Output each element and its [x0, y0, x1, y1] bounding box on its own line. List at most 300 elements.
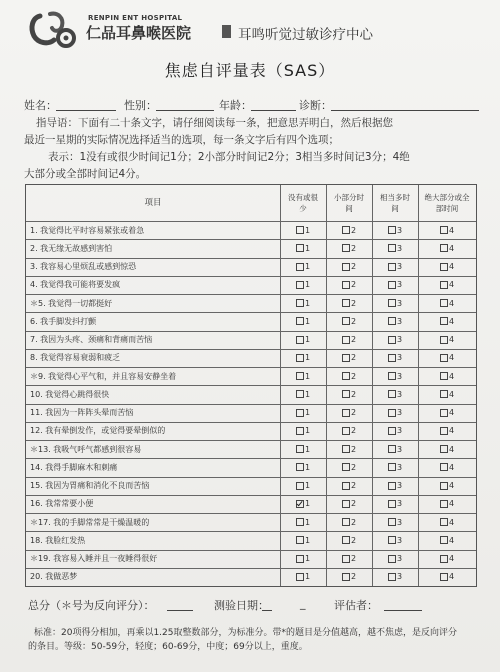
option-1-checkbox[interactable]: [280, 331, 326, 349]
option-number: 4: [448, 535, 455, 545]
checkbox-square-icon: [440, 445, 448, 453]
option-2-checkbox[interactable]: [326, 367, 372, 385]
option-number: 4: [448, 280, 455, 290]
header-option-4: 绝大部分或全部时间: [424, 193, 470, 213]
item-text: 14. 我得手脚麻木和刺痛: [30, 462, 118, 472]
option-number: 4: [448, 499, 455, 509]
option-2-checkbox[interactable]: [326, 513, 372, 531]
option-2-checkbox[interactable]: [326, 404, 372, 422]
option-number: 4: [448, 371, 455, 381]
option-number: 4: [448, 389, 455, 399]
option-4-checkbox[interactable]: [418, 276, 476, 294]
option-1-checkbox[interactable]: [280, 531, 326, 549]
option-number: 1: [304, 462, 311, 472]
item-text: 8. 我觉得容易衰弱和疲乏: [30, 353, 121, 363]
option-number: 1: [304, 499, 311, 509]
option-1-checkbox[interactable]: [280, 312, 326, 330]
option-number: 1: [304, 481, 311, 491]
option-number: 1: [304, 243, 311, 253]
option-number: 4: [448, 316, 455, 326]
table-row: [26, 568, 476, 586]
option-4-checkbox[interactable]: [418, 221, 476, 239]
option-number: 3: [396, 316, 403, 326]
checkbox-square-icon: [388, 263, 396, 271]
table-row: [26, 385, 476, 404]
instruction-line-4: 大部分或全部时间记4分。: [24, 168, 147, 180]
option-number: 4: [448, 426, 455, 436]
header-option-2: 小部分时间: [334, 193, 364, 213]
item-text: ＊19. 我容易入睡并且一夜睡得很好: [30, 554, 158, 564]
checkbox-square-icon: [342, 263, 350, 271]
option-3-checkbox[interactable]: [372, 294, 418, 312]
instruction-line-2: 最近一星期的实际情况选择适当的选项，每一条文字后有四个选项；: [24, 134, 339, 146]
item-text: 20. 我做恶梦: [30, 572, 78, 582]
option-number: 2: [350, 316, 357, 326]
option-4-checkbox[interactable]: [418, 550, 476, 568]
option-2-checkbox[interactable]: [326, 495, 372, 513]
test-date-separator: _: [300, 597, 306, 610]
option-number: 3: [396, 535, 403, 545]
checkbox-square-icon: [440, 263, 448, 271]
checkbox-square-icon: [296, 518, 304, 526]
item-text: 11. 我因为一阵阵头晕而苦恼: [30, 408, 134, 418]
department-name: 耳鸣听觉过敏诊疗中心: [238, 27, 373, 43]
option-4-checkbox[interactable]: [418, 385, 476, 403]
item-text: 1. 我觉得比平时容易紧张或着急: [30, 225, 145, 235]
option-1-checkbox[interactable]: [280, 495, 326, 513]
checkbox-square-icon: [388, 500, 396, 508]
option-number: 3: [396, 262, 403, 272]
checkbox-square-icon: [440, 372, 448, 380]
option-number: 1: [304, 316, 311, 326]
checkbox-square-icon: [388, 463, 396, 471]
item-text: ＊5. 我觉得一切都挺好: [30, 298, 113, 308]
test-date-label: 测验日期：: [214, 599, 269, 612]
total-score-label: 总分（＊号为反向评分）：: [28, 599, 155, 612]
checkbox-square-icon: [388, 244, 396, 252]
checkbox-square-icon: [296, 463, 304, 471]
option-4-checkbox[interactable]: [418, 477, 476, 495]
item-text: ＊17. 我的手脚常常是干燥温暖的: [30, 517, 150, 527]
option-2-checkbox[interactable]: [326, 550, 372, 568]
option-number: 2: [350, 554, 357, 564]
table-row: [26, 239, 476, 258]
checkbox-square-icon: [342, 409, 350, 417]
option-3-checkbox[interactable]: [372, 367, 418, 385]
option-4-checkbox[interactable]: [418, 495, 476, 513]
checkbox-square-icon: [342, 317, 350, 325]
option-3-checkbox[interactable]: [372, 221, 418, 239]
option-number: 2: [350, 298, 357, 308]
option-1-checkbox[interactable]: [280, 239, 326, 257]
option-number: 2: [350, 353, 357, 363]
option-3-checkbox[interactable]: [372, 531, 418, 549]
option-number: 3: [396, 389, 403, 399]
checkbox-square-icon: [342, 463, 350, 471]
table-row: [26, 258, 476, 277]
option-number: 4: [448, 225, 455, 235]
total-score-field[interactable]: [167, 610, 193, 611]
option-number: 1: [304, 298, 311, 308]
option-number: 3: [396, 517, 403, 527]
checkbox-square-icon: [440, 336, 448, 344]
option-2-checkbox[interactable]: [326, 440, 372, 458]
option-number: 2: [350, 444, 357, 454]
hospital-logo-icon: [28, 10, 78, 50]
option-number: 4: [448, 243, 455, 253]
option-number: 1: [304, 225, 311, 235]
column-divider: [372, 185, 373, 586]
checkbox-square-icon: [388, 427, 396, 435]
option-number: 2: [350, 225, 357, 235]
table-row: [26, 531, 476, 550]
checkbox-square-icon: [296, 336, 304, 344]
table-row: [26, 221, 476, 240]
option-number: 4: [448, 517, 455, 527]
checkbox-square-icon: [296, 445, 304, 453]
option-1-checkbox[interactable]: [280, 568, 326, 586]
checkbox-square-icon: [296, 390, 304, 398]
option-4-checkbox[interactable]: [418, 440, 476, 458]
option-4-checkbox[interactable]: [418, 312, 476, 330]
checkbox-square-icon: [388, 354, 396, 362]
checkbox-square-icon: [342, 555, 350, 563]
checkbox-square-icon: [296, 427, 304, 435]
checkbox-square-icon: [388, 390, 396, 398]
option-3-checkbox[interactable]: [372, 458, 418, 476]
option-number: 2: [350, 572, 357, 582]
hospital-tag-badge: [222, 25, 231, 38]
option-3-checkbox[interactable]: [372, 440, 418, 458]
option-3-checkbox[interactable]: [372, 477, 418, 495]
option-3-checkbox[interactable]: [372, 422, 418, 440]
header-item: 项目: [144, 197, 162, 208]
option-number: 2: [350, 481, 357, 491]
hospital-name-en: RENPIN ENT HOSPITAL: [88, 14, 183, 22]
table-row: [26, 440, 476, 459]
option-number: 3: [396, 499, 403, 509]
option-number: 4: [448, 298, 455, 308]
item-text: 10. 我觉得心跳得很快: [30, 389, 110, 399]
option-number: 3: [396, 335, 403, 345]
option-number: 1: [304, 262, 311, 272]
checkbox-square-icon: [296, 354, 304, 362]
option-number: 2: [350, 462, 357, 472]
checkbox-square-icon: [440, 463, 448, 471]
option-number: 2: [350, 535, 357, 545]
option-number: 3: [396, 243, 403, 253]
name-label: 姓名：: [24, 99, 57, 112]
option-3-checkbox[interactable]: [372, 349, 418, 367]
checkbox-square-icon: [440, 536, 448, 544]
checkbox-square-icon: [440, 555, 448, 563]
item-text: 2. 我无缘无故感到害怕: [30, 243, 113, 253]
checkbox-square-icon: [440, 317, 448, 325]
option-1-checkbox[interactable]: [280, 385, 326, 403]
option-number: 3: [396, 353, 403, 363]
option-1-checkbox[interactable]: [280, 258, 326, 276]
option-4-checkbox[interactable]: [418, 531, 476, 549]
option-4-checkbox[interactable]: [418, 513, 476, 531]
option-number: 3: [396, 481, 403, 491]
item-text: 6. 我手脚发抖打颤: [30, 316, 97, 326]
option-number: 3: [396, 408, 403, 418]
column-divider: [326, 185, 327, 586]
checkbox-square-icon: [440, 390, 448, 398]
checkbox-square-icon: [342, 536, 350, 544]
option-number: 1: [304, 426, 311, 436]
option-4-checkbox[interactable]: [418, 258, 476, 276]
option-2-checkbox[interactable]: [326, 221, 372, 239]
checkbox-square-icon: [296, 263, 304, 271]
option-1-checkbox[interactable]: [280, 276, 326, 294]
option-number: 2: [350, 262, 357, 272]
checkbox-square-icon: [388, 226, 396, 234]
option-3-checkbox[interactable]: [372, 331, 418, 349]
diagnosis-label: 诊断：: [299, 99, 332, 112]
hospital-name-cn: 仁品耳鼻喉医院: [86, 24, 192, 42]
option-4-checkbox[interactable]: [418, 239, 476, 257]
option-number: 3: [396, 280, 403, 290]
table-row: [26, 276, 476, 295]
option-number: 1: [304, 408, 311, 418]
option-3-checkbox[interactable]: [372, 385, 418, 403]
age-field[interactable]: [251, 110, 296, 111]
checkbox-square-icon: [342, 354, 350, 362]
checkbox-square-icon: [388, 573, 396, 581]
option-1-checkbox[interactable]: [280, 513, 326, 531]
item-text: 7. 我因为头疼、颈痛和背痛而苦恼: [30, 335, 153, 345]
option-number: 1: [304, 572, 311, 582]
option-4-checkbox[interactable]: [418, 422, 476, 440]
option-3-checkbox[interactable]: [372, 550, 418, 568]
option-3-checkbox[interactable]: [372, 404, 418, 422]
checkbox-square-icon: [342, 244, 350, 252]
header-option-3: 相当多时间: [380, 193, 410, 213]
checkbox-square-icon: [440, 244, 448, 252]
option-1-checkbox[interactable]: [280, 550, 326, 568]
option-2-checkbox[interactable]: [326, 312, 372, 330]
checkbox-square-icon: [342, 390, 350, 398]
option-4-checkbox[interactable]: [418, 294, 476, 312]
option-2-checkbox[interactable]: [326, 349, 372, 367]
checkbox-square-icon: [342, 372, 350, 380]
option-2-checkbox[interactable]: [326, 294, 372, 312]
option-1-checkbox[interactable]: [280, 440, 326, 458]
checkbox-square-icon: [440, 281, 448, 289]
option-3-checkbox[interactable]: [372, 276, 418, 294]
option-number: 1: [304, 444, 311, 454]
option-2-checkbox[interactable]: [326, 258, 372, 276]
table-row: [26, 422, 476, 441]
option-number: 3: [396, 298, 403, 308]
column-divider: [418, 185, 419, 586]
option-2-checkbox[interactable]: [326, 531, 372, 549]
checkbox-square-icon: [388, 518, 396, 526]
option-4-checkbox[interactable]: [418, 331, 476, 349]
option-1-checkbox[interactable]: [280, 367, 326, 385]
checkbox-square-icon: [342, 482, 350, 490]
checkbox-square-icon: [342, 299, 350, 307]
checkbox-square-icon: [440, 299, 448, 307]
checkbox-square-icon: [388, 555, 396, 563]
option-2-checkbox[interactable]: [326, 568, 372, 586]
diagnosis-field[interactable]: [331, 110, 479, 111]
option-4-checkbox[interactable]: [418, 367, 476, 385]
option-2-checkbox[interactable]: [326, 385, 372, 403]
item-text: ＊9. 我觉得心平气和，并且容易安静坐着: [30, 371, 177, 381]
checkbox-square-icon: [342, 500, 350, 508]
table-row: [26, 367, 476, 386]
checkbox-square-icon: [440, 427, 448, 435]
option-number: 3: [396, 554, 403, 564]
item-text: 18. 我脸红发热: [30, 535, 86, 545]
option-3-checkbox[interactable]: [372, 312, 418, 330]
checkbox-square-icon: [440, 500, 448, 508]
option-number: 4: [448, 462, 455, 472]
checkbox-square-icon: [342, 518, 350, 526]
checkbox-square-icon: [440, 354, 448, 362]
option-number: 4: [448, 554, 455, 564]
option-3-checkbox[interactable]: [372, 513, 418, 531]
item-text: 15. 我因为胃痛和消化不良而苦恼: [30, 481, 150, 491]
option-number: 3: [396, 444, 403, 454]
column-divider: [280, 185, 281, 586]
option-number: 4: [448, 572, 455, 582]
table-row: [26, 349, 476, 368]
option-1-checkbox[interactable]: [280, 404, 326, 422]
header-option-1: 没有或很少: [288, 193, 318, 213]
table-row: [26, 312, 476, 331]
checkbox-square-icon: [342, 427, 350, 435]
option-number: 3: [396, 225, 403, 235]
checkbox-square-icon: [388, 281, 396, 289]
instruction-line-1: 指导语：下面有二十条文字，请仔细阅读每一条，把意思弄明白，然后根据您: [36, 117, 393, 129]
option-3-checkbox[interactable]: [372, 495, 418, 513]
checkbox-square-icon: [342, 336, 350, 344]
option-1-checkbox[interactable]: [280, 349, 326, 367]
option-number: 1: [304, 371, 311, 381]
option-number: 2: [350, 371, 357, 381]
name-field[interactable]: [56, 110, 116, 111]
option-number: 1: [304, 554, 311, 564]
age-label: 年龄：: [219, 99, 252, 112]
checkbox-square-icon: [296, 536, 304, 544]
checkbox-square-icon: [388, 372, 396, 380]
checkbox-square-icon: [388, 536, 396, 544]
option-3-checkbox[interactable]: [372, 239, 418, 257]
option-1-checkbox[interactable]: [280, 477, 326, 495]
option-2-checkbox[interactable]: [326, 458, 372, 476]
option-1-checkbox[interactable]: [280, 422, 326, 440]
option-2-checkbox[interactable]: [326, 422, 372, 440]
option-4-checkbox[interactable]: [418, 404, 476, 422]
item-text: ＊13. 我吸气呼气都感到很容易: [30, 444, 142, 454]
option-2-checkbox[interactable]: [326, 477, 372, 495]
option-number: 3: [396, 572, 403, 582]
option-number: 1: [304, 335, 311, 345]
checkbox-square-icon: [342, 226, 350, 234]
checkbox-square-icon: [388, 336, 396, 344]
option-1-checkbox[interactable]: [280, 458, 326, 476]
checkbox-square-icon: [296, 226, 304, 234]
option-number: 4: [448, 262, 455, 272]
table-row: [26, 294, 476, 313]
option-number: 2: [350, 426, 357, 436]
checkbox-square-icon: [440, 226, 448, 234]
option-number: 4: [448, 481, 455, 491]
option-number: 2: [350, 499, 357, 509]
table-row: [26, 495, 476, 514]
assessor-label: 评估者：: [334, 599, 378, 612]
table-row: [26, 477, 476, 496]
checkbox-square-icon: [296, 482, 304, 490]
option-2-checkbox[interactable]: [326, 276, 372, 294]
instruction-line-3: 表示：1没有或很少时间记1分；2小部分时间记2分；3相当多时间记3分；4绝: [48, 151, 410, 163]
assessor-field[interactable]: [384, 610, 422, 611]
checkbox-square-icon: [296, 299, 304, 307]
table-row: [26, 550, 476, 569]
item-text: 4. 我觉得我可能将要发疯: [30, 280, 121, 290]
option-3-checkbox[interactable]: [372, 258, 418, 276]
option-number: 3: [396, 426, 403, 436]
scoring-note-line-1: 标准：20项得分相加，再乘以1.25取整数部分，为标准分。带*的题目是分值越高，越不焦虑，是反向评分: [34, 628, 457, 638]
test-date-field[interactable]: [262, 610, 272, 611]
option-3-checkbox[interactable]: [372, 568, 418, 586]
item-text: 3. 我容易心里烦乱或感到惊恐: [30, 262, 137, 272]
option-2-checkbox[interactable]: [326, 239, 372, 257]
checkbox-square-icon: [296, 244, 304, 252]
gender-label: 性别：: [124, 99, 157, 112]
gender-field[interactable]: [156, 110, 214, 111]
page-title: 焦虑自评量表（SAS）: [164, 61, 336, 80]
table-row: [26, 404, 476, 423]
option-1-checkbox[interactable]: [280, 221, 326, 239]
item-text: 12. 我有晕倒发作，或觉得要晕倒似的: [30, 426, 166, 436]
option-number: 1: [304, 389, 311, 399]
checkbox-square-icon: [296, 555, 304, 563]
checkbox-square-icon: [342, 281, 350, 289]
checkbox-square-icon: [440, 518, 448, 526]
option-number: 3: [396, 462, 403, 472]
checkbox-square-icon: [388, 409, 396, 417]
checkbox-square-icon: [342, 445, 350, 453]
option-1-checkbox[interactable]: [280, 294, 326, 312]
option-4-checkbox[interactable]: [418, 349, 476, 367]
checkbox-square-icon: [296, 409, 304, 417]
option-number: 1: [304, 535, 311, 545]
option-2-checkbox[interactable]: [326, 331, 372, 349]
item-text: 16. 我常常要小便: [30, 499, 94, 509]
option-4-checkbox[interactable]: [418, 568, 476, 586]
table-row: [26, 458, 476, 477]
checkbox-square-icon: [440, 573, 448, 581]
option-number: 2: [350, 408, 357, 418]
option-4-checkbox[interactable]: [418, 458, 476, 476]
option-number: 2: [350, 389, 357, 399]
table-header-row: [26, 185, 476, 222]
checkbox-square-icon: [296, 281, 304, 289]
option-number: 2: [350, 517, 357, 527]
checkbox-square-icon: [388, 317, 396, 325]
checkbox-square-icon: [296, 573, 304, 581]
option-number: 1: [304, 517, 311, 527]
option-number: 4: [448, 408, 455, 418]
option-number: 2: [350, 335, 357, 345]
checkbox-square-icon: [388, 445, 396, 453]
checkbox-square-icon: [296, 317, 304, 325]
option-number: 4: [448, 444, 455, 454]
